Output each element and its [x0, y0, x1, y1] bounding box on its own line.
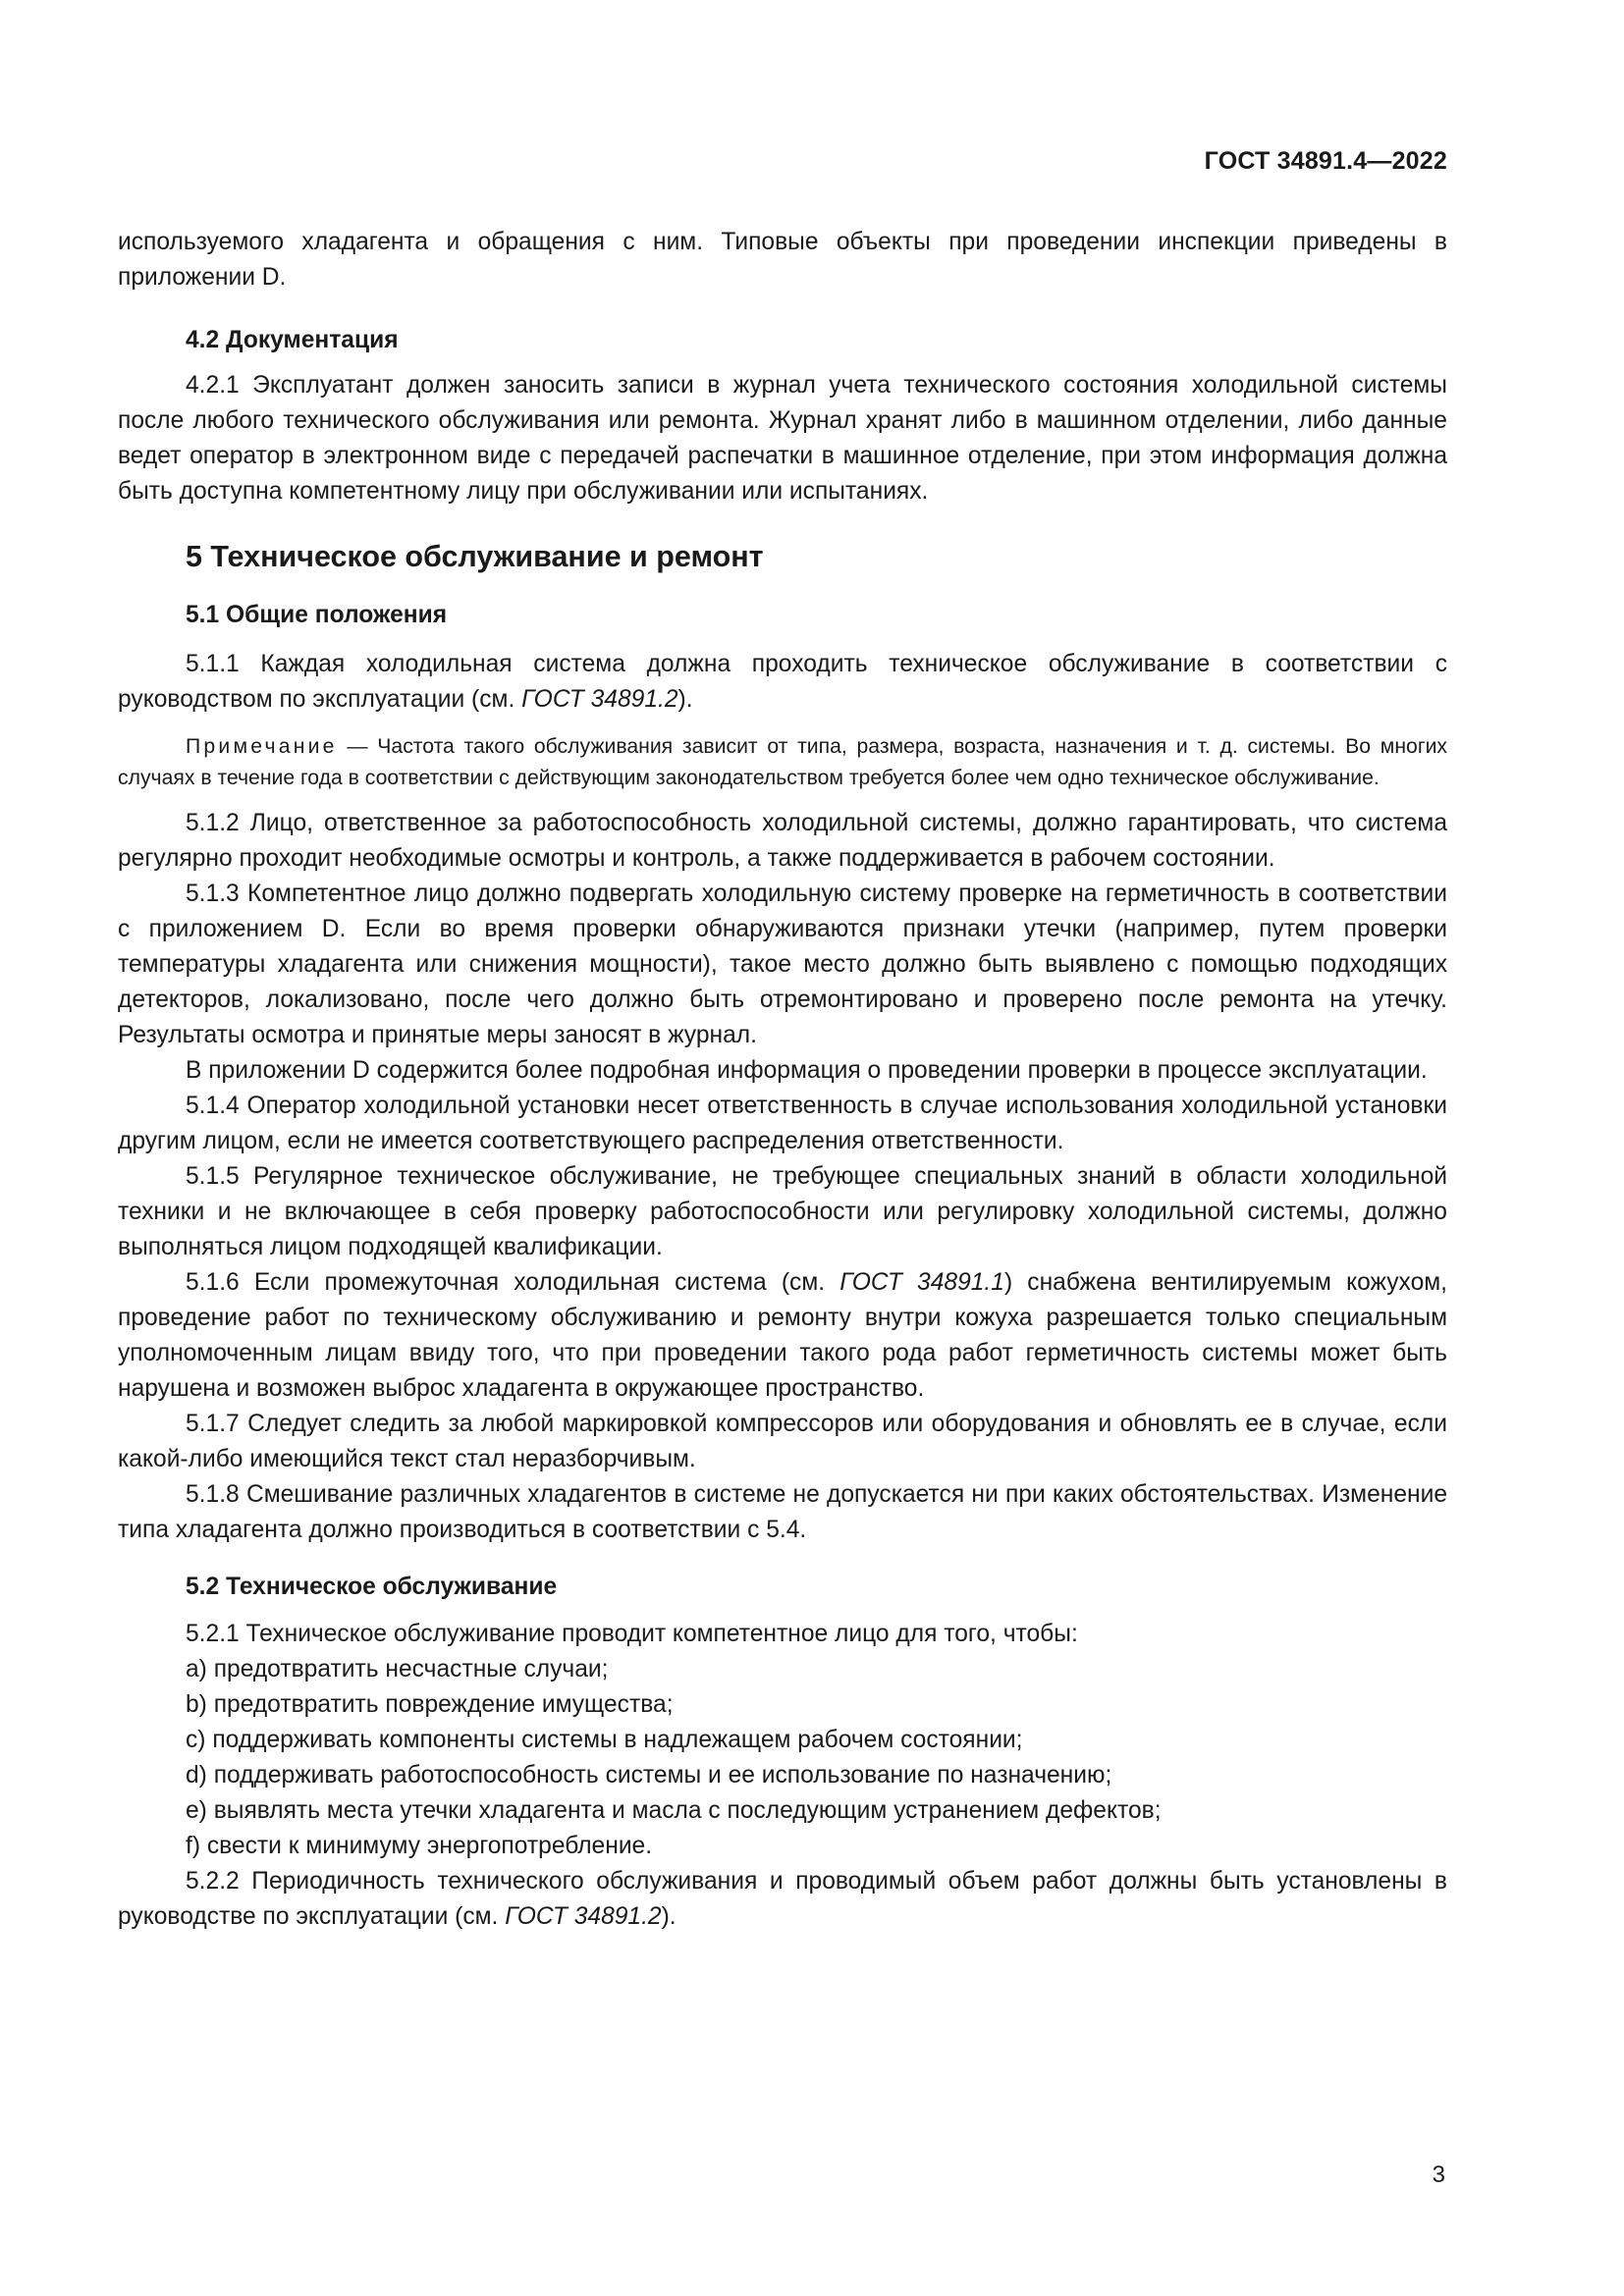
paragraph-5-2-2-end: ). [661, 1903, 677, 1930]
list-item: f) свести к минимуму энергопотребление. [186, 1833, 653, 1859]
note-label: Примечание [186, 735, 338, 758]
section-heading-5: 5 Техническое обслуживание и ремонт [186, 540, 764, 573]
note-text: — Частота такого обслуживания зависит от типа, размера, возраста, назначения и т. д. системы. Во многих случаях в течение года в соответствии с действующим законодательством требуется более чем одно техническое обслуживание. [118, 735, 1447, 789]
paragraph-5-1-7: 5.1.7 Следует следить за любой маркировкой компрессоров или оборудования и обновлять ее в случае, если какой-либо имеющийся текст стал неразборчивым. [118, 1411, 1447, 1472]
paragraph-4-2-1: 4.2.1 Эксплуатант должен заносить записи в журнал учета технического состояния холодильной системы после любого технического обслуживания или ремонта. Журнал хранят либо в машинном отделении, либо данные ведет оператор в электронном виде с передачей распечатки в машинное отделение, при этом информация должна быть доступна компетентному лицу при обслуживании или испытаниях. [118, 372, 1447, 505]
paragraph-5-2-2 [118, 1864, 1447, 1935]
paragraph-5-1-5: 5.1.5 Регулярное техническое обслуживание, не требующее специальных знаний в области холодильной техники и не включающее в себя проверку работоспособности или регулировку холодильной системы, должно выполняться лицом подходящей квалификации. [118, 1163, 1447, 1260]
page-number: 3 [1432, 2162, 1445, 2188]
subsection-heading-5-2: 5.2 Техническое обслуживание [186, 1574, 558, 1600]
list-item: b) предотвратить повреждение имущества; [186, 1691, 674, 1718]
paragraph-5-1-1-text: 5.1.1 Каждая холодильная система должна проходить техническое обслуживание в соответствии с руководством по эксплуатации (см. [118, 651, 1447, 713]
paragraph-5-1-8: 5.1.8 Смешивание различных хладагентов в системе не допускается ни при каких обстоятельствах. Изменение типа хладагента должно производиться в соответствии с 5.4. [118, 1481, 1447, 1543]
list-item: a) предотвратить несчастные случаи; [186, 1656, 609, 1682]
reference-gost-34891-1: ГОСТ 34891.1 [839, 1269, 1004, 1296]
paragraph-5-1-3: 5.1.3 Компетентное лицо должно подвергать холодильную систему проверке на герметичность в соответствии с приложением D. Если во время проверки обнаруживаются признаки утечки (например, путем проверки температуры хладагента или снижения мощности), такое место должно быть выявлено с помощью подходящих детекторов, локализовано, после чего должно быть отремонтировано и проверено после ремонта на утечку. Результаты осмотра и принятые меры заносят в журнал. [118, 881, 1447, 1048]
page-content [118, 225, 1447, 1935]
list-item: d) поддерживать работоспособность системы и ее использование по назначению; [186, 1762, 1112, 1789]
list-item: c) поддерживать компоненты системы в надлежащем рабочем состоянии; [186, 1727, 1023, 1753]
paragraph-5-1-2: 5.1.2 Лицо, ответственное за работоспособность холодильной системы, должно гарантировать, что система регулярно проходит необходимые осмотры и контроль, а также поддерживается в рабочем состоянии. [118, 810, 1447, 872]
subsection-heading-4-2: 4.2 Документация [186, 327, 399, 353]
paragraph-5-2-2-text: 5.2.2 Периодичность технического обслуживания и проводимый объем работ должны быть установлены в руководстве по эксплуатации (см. [118, 1868, 1447, 1930]
paragraph-5-1-4: 5.1.4 Оператор холодильной установки несет ответственность в случае использования холодильной установки другим лицом, если не имеется соответствующего распределения ответственности. [118, 1093, 1447, 1154]
paragraph-5-1-1 [118, 647, 1447, 718]
paragraph-5-1-6-text: 5.1.6 Если промежуточная холодильная система (см. [186, 1269, 840, 1296]
document-id-header: ГОСТ 34891.4—2022 [1204, 147, 1447, 175]
paragraph-5-2-1: 5.2.1 Техническое обслуживание проводит компетентное лицо для того, чтобы: [186, 1621, 1078, 1647]
paragraph-5-1-1-end: ). [677, 686, 693, 713]
paragraph-5-1-6 [118, 1265, 1447, 1407]
paragraph-5-1-6-rest: ) снабжена вентилируемым кожухом, проведение работ по техническому обслуживанию и ремонту внутри кожуха разрешается только специальным уполномоченным лицам ввиду того, что при проведении такого рода работ герметичность системы может быть нарушена и возможен выброс хладагента в окружающее пространство. [118, 1269, 1447, 1402]
paragraph-5-1-3-annex: В приложении D содержится более подробная информация о проведении проверки в процессе эксплуатации. [186, 1057, 1428, 1084]
subsection-heading-5-1: 5.1 Общие положения [186, 602, 448, 628]
reference-gost-34891-2: ГОСТ 34891.2 [521, 686, 678, 713]
reference-gost-34891-2-b: ГОСТ 34891.2 [505, 1903, 662, 1930]
list-item: e) выявлять места утечки хладагента и масла с последующим устранением дефектов; [186, 1797, 1162, 1824]
intro-paragraph: используемого хладагента и обращения с ним. Типовые объекты при проведении инспекции приведены в приложении D. [118, 229, 1447, 291]
note-paragraph [118, 731, 1447, 794]
